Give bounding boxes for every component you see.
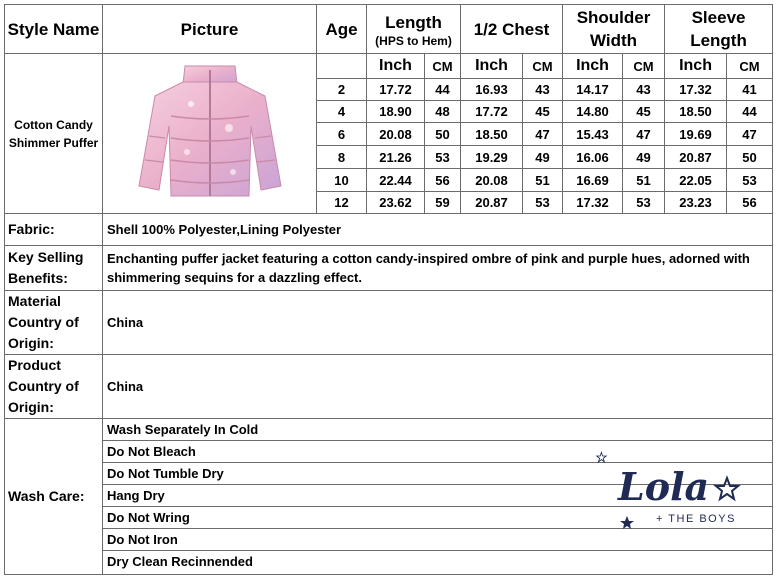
length-cm-cell: 48 (425, 101, 461, 123)
logo-subtitle: + THE BOYS (656, 513, 736, 525)
header-picture: Picture (103, 5, 317, 54)
sleeve-inch-unit: Inch (665, 54, 727, 79)
sleeve-inch-cell: 19.69 (665, 123, 727, 146)
shoulder-cm-cell: 49 (623, 146, 665, 169)
header-length-label: Length (385, 12, 442, 32)
length-inch-cell: 23.62 (367, 192, 425, 214)
wash-care-item: Do Not Iron (103, 529, 772, 551)
header-shoulder-width: Shoulder Width (563, 5, 665, 54)
length-inch-cell: 18.90 (367, 101, 425, 123)
header-length (367, 5, 461, 54)
shoulder-cm-unit: CM (623, 54, 665, 79)
chest-inch-cell: 16.93 (461, 79, 523, 101)
sleeve-inch-cell: 18.50 (665, 101, 727, 123)
shoulder-inch-cell: 14.17 (563, 79, 623, 101)
star-outline-icon (716, 478, 738, 499)
wash-care-item: Do Not Bleach (103, 441, 772, 463)
age-cell: 2 (317, 79, 367, 101)
chest-cm-cell: 47 (523, 123, 563, 146)
shoulder-inch-cell: 16.69 (563, 169, 623, 192)
lola-the-boys-logo (596, 450, 746, 534)
length-cm-unit: CM (425, 54, 461, 79)
chest-inch-cell: 18.50 (461, 123, 523, 146)
wash-care-label: Wash Care: (5, 419, 103, 575)
star-outline-small-icon (597, 452, 607, 462)
sleeve-cm-cell: 44 (727, 101, 773, 123)
shoulder-inch-cell: 17.32 (563, 192, 623, 214)
age-cell: 8 (317, 146, 367, 169)
product-origin-value: China (103, 355, 773, 419)
shoulder-inch-cell: 16.06 (563, 146, 623, 169)
age-cell: 10 (317, 169, 367, 192)
style-name-cell: Cotton Candy Shimmer Puffer (5, 54, 103, 214)
chest-cm-cell: 53 (523, 192, 563, 214)
age-cell: 12 (317, 192, 367, 214)
chest-cm-unit: CM (523, 54, 563, 79)
chest-inch-cell: 20.87 (461, 192, 523, 214)
chest-inch-unit: Inch (461, 54, 523, 79)
sleeve-inch-cell: 23.23 (665, 192, 727, 214)
shoulder-cm-cell: 53 (623, 192, 665, 214)
shoulder-inch-cell: 14.80 (563, 101, 623, 123)
header-length-sub: (HPS to Hem) (375, 33, 452, 48)
shoulder-cm-cell: 43 (623, 79, 665, 101)
header-half-chest: 1/2 Chest (461, 5, 563, 54)
wash-care-item: Wash Separately In Cold (103, 419, 772, 441)
wash-care-item: Hang Dry (103, 485, 772, 507)
length-inch-unit: Inch (367, 54, 425, 79)
sleeve-cm-cell: 47 (727, 123, 773, 146)
sleeve-inch-cell: 20.87 (665, 146, 727, 169)
material-origin-value: China (103, 291, 773, 355)
logo-wordmark: Lola (618, 464, 710, 509)
fabric-value: Shell 100% Polyester,Lining Polyester (103, 214, 773, 246)
sleeve-inch-cell: 17.32 (665, 79, 727, 101)
header-age: Age (317, 5, 367, 54)
length-cm-cell: 44 (425, 79, 461, 101)
sleeve-cm-cell: 41 (727, 79, 773, 101)
chest-cm-cell: 51 (523, 169, 563, 192)
shoulder-cm-cell: 51 (623, 169, 665, 192)
sleeve-cm-cell: 56 (727, 192, 773, 214)
key-selling-benefits-value: Enchanting puffer jacket featuring a cotton candy-inspired ombre of pink and purple hues, adorned with shimmering sequins for a dazzling effect. (103, 246, 773, 291)
length-cm-cell: 59 (425, 192, 461, 214)
material-origin-label: Material Country of Origin: (5, 291, 103, 355)
age-cell: 6 (317, 123, 367, 146)
age-unit-blank (317, 54, 367, 79)
fabric-label: Fabric: (5, 214, 103, 246)
length-inch-cell: 22.44 (367, 169, 425, 192)
chest-cm-cell: 43 (523, 79, 563, 101)
length-inch-cell: 17.72 (367, 79, 425, 101)
wash-care-item: Dry Clean Recinnended (107, 554, 253, 569)
sleeve-cm-cell: 53 (727, 169, 773, 192)
logo-graphic (596, 450, 746, 534)
chest-inch-cell: 19.29 (461, 146, 523, 169)
shoulder-cm-cell: 45 (623, 101, 665, 123)
header-style-name: Style Name (5, 5, 103, 54)
picture-cell (103, 54, 317, 214)
age-cell: 4 (317, 101, 367, 123)
pink-puffer-jacket-icon (125, 56, 295, 206)
star-filled-icon (620, 516, 634, 529)
chest-inch-cell: 20.08 (461, 169, 523, 192)
sleeve-cm-cell: 50 (727, 146, 773, 169)
length-cm-cell: 53 (425, 146, 461, 169)
shoulder-inch-unit: Inch (563, 54, 623, 79)
chest-cm-cell: 49 (523, 146, 563, 169)
key-selling-benefits-label: Key Selling Benefits: (5, 246, 103, 291)
chest-inch-cell: 17.72 (461, 101, 523, 123)
header-sleeve-length: Sleeve Length (665, 5, 773, 54)
length-cm-cell: 50 (425, 123, 461, 146)
product-origin-label: Product Country of Origin: (5, 355, 103, 419)
length-inch-cell: 20.08 (367, 123, 425, 146)
length-cm-cell: 56 (425, 169, 461, 192)
shoulder-inch-cell: 15.43 (563, 123, 623, 146)
wash-care-item: Do Not Wring (103, 507, 772, 529)
chest-cm-cell: 45 (523, 101, 563, 123)
sleeve-cm-unit: CM (727, 54, 773, 79)
sleeve-inch-cell: 22.05 (665, 169, 727, 192)
shoulder-cm-cell: 47 (623, 123, 665, 146)
length-inch-cell: 21.26 (367, 146, 425, 169)
wash-care-item: Do Not Tumble Dry (103, 463, 772, 485)
